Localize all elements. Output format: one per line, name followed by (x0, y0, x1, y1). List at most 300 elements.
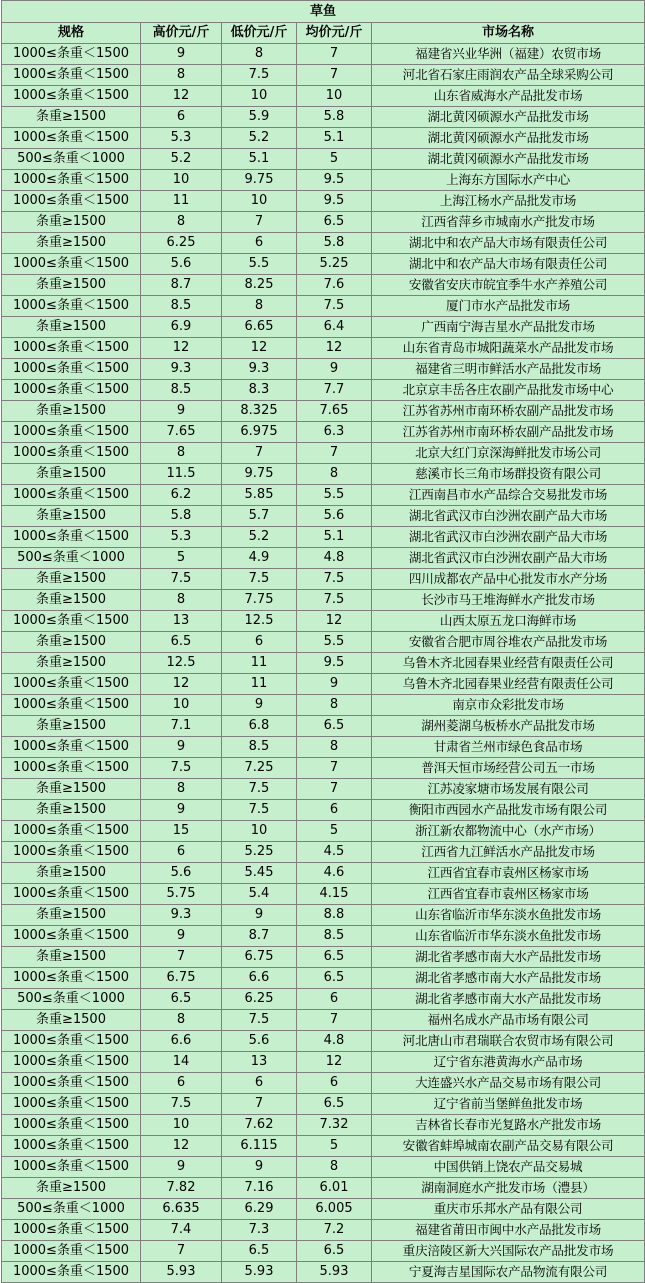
cell-high-price: 8 (141, 443, 222, 464)
cell-low-price: 6.5 (222, 1241, 297, 1262)
cell-high-price: 10 (141, 1115, 222, 1136)
cell-spec: 条重≥1500 (2, 863, 141, 884)
table-row (2, 233, 645, 254)
cell-spec: 条重≥1500 (2, 233, 141, 254)
cell-avg-price: 6 (297, 800, 372, 821)
cell-market: 北京大红门京深海鲜批发市场公司 (372, 443, 645, 464)
table-row (2, 569, 645, 590)
cell-low-price: 7 (222, 212, 297, 233)
table-row (2, 422, 645, 443)
cell-avg-price: 6.5 (297, 1241, 372, 1262)
cell-high-price: 8 (141, 212, 222, 233)
cell-spec: 1000≤条重＜1500 (2, 338, 141, 359)
cell-avg-price: 12 (297, 611, 372, 632)
cell-spec: 1000≤条重＜1500 (2, 1220, 141, 1241)
cell-high-price: 15 (141, 821, 222, 842)
cell-market: 山西太原五龙口海鲜市场 (372, 611, 645, 632)
cell-high-price: 6.2 (141, 485, 222, 506)
cell-market: 上海江杨水产品批发市场 (372, 191, 645, 212)
cell-low-price: 10 (222, 86, 297, 107)
table-row (2, 1178, 645, 1199)
cell-market: 湖北省武汉市白沙洲农副产品大市场 (372, 506, 645, 527)
table-row (2, 695, 645, 716)
table-row (2, 65, 645, 86)
cell-market: 河北唐山市君瑞联合农贸市场有限公司 (372, 1031, 645, 1052)
cell-market: 江西省宜春市袁州区杨家市场 (372, 884, 645, 905)
table-row (2, 674, 645, 695)
cell-low-price: 7 (222, 443, 297, 464)
table-row (2, 107, 645, 128)
cell-low-price: 9.75 (222, 464, 297, 485)
cell-avg-price: 8 (297, 464, 372, 485)
cell-high-price: 6.25 (141, 233, 222, 254)
cell-low-price: 11 (222, 653, 297, 674)
cell-avg-price: 7 (297, 443, 372, 464)
table-row (2, 1031, 645, 1052)
cell-market: 山东省青岛市城阳蔬菜水产品批发市场 (372, 338, 645, 359)
cell-low-price: 5.2 (222, 527, 297, 548)
cell-high-price: 8 (141, 1010, 222, 1031)
cell-low-price: 10 (222, 821, 297, 842)
cell-spec: 1000≤条重＜1500 (2, 128, 141, 149)
cell-avg-price: 7.32 (297, 1115, 372, 1136)
cell-avg-price: 6.4 (297, 317, 372, 338)
cell-avg-price: 7.5 (297, 569, 372, 590)
cell-avg-price: 8.5 (297, 926, 372, 947)
cell-high-price: 6.5 (141, 989, 222, 1010)
cell-spec: 1000≤条重＜1500 (2, 821, 141, 842)
cell-avg-price: 5 (297, 1136, 372, 1157)
cell-low-price: 5.1 (222, 149, 297, 170)
cell-low-price: 7.75 (222, 590, 297, 611)
cell-high-price: 7.5 (141, 758, 222, 779)
table-row (2, 926, 645, 947)
cell-market: 北京京丰岳各庄农副产品批发市场中心 (372, 380, 645, 401)
cell-low-price: 5.45 (222, 863, 297, 884)
cell-high-price: 13 (141, 611, 222, 632)
cell-avg-price: 4.6 (297, 863, 372, 884)
cell-spec: 1000≤条重＜1500 (2, 485, 141, 506)
table-row (2, 401, 645, 422)
cell-market: 江苏省苏州市南环桥农副产品批发市场 (372, 422, 645, 443)
cell-market: 江西省九江鲜活水产品批发市场 (372, 842, 645, 863)
table-row (2, 863, 645, 884)
cell-spec: 1000≤条重＜1500 (2, 842, 141, 863)
cell-avg-price: 5.8 (297, 233, 372, 254)
cell-low-price: 7.62 (222, 1115, 297, 1136)
cell-avg-price: 6.01 (297, 1178, 372, 1199)
cell-low-price: 7.3 (222, 1220, 297, 1241)
cell-low-price: 6.6 (222, 968, 297, 989)
cell-low-price: 6.115 (222, 1136, 297, 1157)
table-row (2, 611, 645, 632)
cell-high-price: 5.6 (141, 254, 222, 275)
cell-high-price: 9 (141, 800, 222, 821)
cell-market: 河北省石家庄雨润农产品全球采购公司 (372, 65, 645, 86)
cell-market: 安徽省安庆市皖宜季牛水产养殖公司 (372, 275, 645, 296)
cell-spec: 条重≥1500 (2, 107, 141, 128)
cell-avg-price: 5.93 (297, 1262, 372, 1283)
cell-spec: 条重≥1500 (2, 716, 141, 737)
cell-market: 湖北省孝感市南大水产品批发市场 (372, 989, 645, 1010)
table-row (2, 632, 645, 653)
cell-high-price: 6.5 (141, 632, 222, 653)
table-row (2, 1220, 645, 1241)
cell-avg-price: 7 (297, 779, 372, 800)
cell-high-price: 5.6 (141, 863, 222, 884)
cell-spec: 500≤条重＜1000 (2, 1199, 141, 1220)
cell-market: 衡阳市西园水产品批发市场有限公司 (372, 800, 645, 821)
table-row (2, 527, 645, 548)
cell-market: 江西南昌市水产品综合交易批发市场 (372, 485, 645, 506)
table-row (2, 947, 645, 968)
cell-market: 四川成都农产品中心批发市水产分场 (372, 569, 645, 590)
cell-spec: 1000≤条重＜1500 (2, 1031, 141, 1052)
table-row (2, 128, 645, 149)
cell-avg-price: 6.3 (297, 422, 372, 443)
cell-high-price: 12 (141, 338, 222, 359)
cell-market: 辽宁省东港黄海水产品市场 (372, 1052, 645, 1073)
cell-spec: 1000≤条重＜1500 (2, 527, 141, 548)
cell-market: 南京市众彩批发市场 (372, 695, 645, 716)
cell-high-price: 7 (141, 1241, 222, 1262)
cell-low-price: 9 (222, 1157, 297, 1178)
cell-low-price: 7.25 (222, 758, 297, 779)
cell-low-price: 10 (222, 191, 297, 212)
cell-high-price: 7 (141, 947, 222, 968)
cell-avg-price: 8 (297, 737, 372, 758)
cell-high-price: 5.3 (141, 527, 222, 548)
table-row (2, 548, 645, 569)
header-avg-price: 均价元/斤 (297, 23, 372, 44)
table-row (2, 506, 645, 527)
cell-market: 长沙市马王堆海鲜水产批发市场 (372, 590, 645, 611)
cell-low-price: 6.8 (222, 716, 297, 737)
cell-market: 慈溪市长三角市场群投资有限公司 (372, 464, 645, 485)
cell-market: 浙江新农都物流中心（水产市场） (372, 821, 645, 842)
table-row (2, 44, 645, 65)
cell-spec: 1000≤条重＜1500 (2, 968, 141, 989)
cell-high-price: 6 (141, 107, 222, 128)
cell-low-price: 9 (222, 695, 297, 716)
cell-spec: 500≤条重＜1000 (2, 989, 141, 1010)
cell-high-price: 5.2 (141, 149, 222, 170)
cell-avg-price: 7.5 (297, 590, 372, 611)
cell-avg-price: 8.8 (297, 905, 372, 926)
cell-high-price: 6.6 (141, 1031, 222, 1052)
table-row (2, 989, 645, 1010)
cell-market: 厦门市水产品批发市场 (372, 296, 645, 317)
cell-low-price: 4.9 (222, 548, 297, 569)
header-market: 市场名称 (372, 23, 645, 44)
cell-low-price: 5.9 (222, 107, 297, 128)
cell-market: 广西南宁海吉星水产品批发市场 (372, 317, 645, 338)
cell-spec: 1000≤条重＜1500 (2, 758, 141, 779)
table-row (2, 464, 645, 485)
cell-spec: 1000≤条重＜1500 (2, 926, 141, 947)
cell-avg-price: 5 (297, 821, 372, 842)
cell-high-price: 8.5 (141, 296, 222, 317)
cell-low-price: 5.93 (222, 1262, 297, 1283)
table-row (2, 653, 645, 674)
cell-avg-price: 9 (297, 674, 372, 695)
cell-spec: 条重≥1500 (2, 779, 141, 800)
cell-avg-price: 5.5 (297, 632, 372, 653)
table-row (2, 1199, 645, 1220)
cell-market: 福建省莆田市闽中水产品批发市场 (372, 1220, 645, 1241)
cell-avg-price: 5 (297, 149, 372, 170)
cell-low-price: 5.4 (222, 884, 297, 905)
cell-avg-price: 6 (297, 1073, 372, 1094)
cell-spec: 1000≤条重＜1500 (2, 1115, 141, 1136)
cell-avg-price: 4.8 (297, 548, 372, 569)
table-row (2, 191, 645, 212)
cell-low-price: 7.5 (222, 1010, 297, 1031)
table-row (2, 758, 645, 779)
cell-high-price: 14 (141, 1052, 222, 1073)
cell-market: 湖北省武汉市白沙洲农副产品大市场 (372, 548, 645, 569)
cell-market: 山东省临沂市华东淡水鱼批发市场 (372, 926, 645, 947)
cell-market: 吉林省长春市光复路水产批发市场 (372, 1115, 645, 1136)
cell-spec: 1000≤条重＜1500 (2, 695, 141, 716)
table-row (2, 884, 645, 905)
cell-high-price: 6 (141, 842, 222, 863)
table-row (2, 716, 645, 737)
cell-high-price: 9 (141, 1157, 222, 1178)
cell-avg-price: 6 (297, 989, 372, 1010)
cell-spec: 1000≤条重＜1500 (2, 1262, 141, 1283)
cell-low-price: 7 (222, 1094, 297, 1115)
table-row (2, 737, 645, 758)
cell-avg-price: 7.7 (297, 380, 372, 401)
cell-spec: 1000≤条重＜1500 (2, 191, 141, 212)
cell-high-price: 12 (141, 674, 222, 695)
cell-high-price: 5.8 (141, 506, 222, 527)
cell-avg-price: 7.2 (297, 1220, 372, 1241)
cell-low-price: 7.5 (222, 569, 297, 590)
table-body (2, 44, 645, 1283)
cell-spec: 1000≤条重＜1500 (2, 254, 141, 275)
table-row (2, 779, 645, 800)
cell-spec: 1000≤条重＜1500 (2, 884, 141, 905)
cell-spec: 1000≤条重＜1500 (2, 296, 141, 317)
cell-avg-price: 5.8 (297, 107, 372, 128)
cell-spec: 条重≥1500 (2, 800, 141, 821)
cell-market: 湖北省武汉市白沙洲农副产品大市场 (372, 527, 645, 548)
cell-low-price: 5.6 (222, 1031, 297, 1052)
table-row (2, 149, 645, 170)
table-row (2, 296, 645, 317)
cell-low-price: 7.16 (222, 1178, 297, 1199)
cell-high-price: 7.82 (141, 1178, 222, 1199)
cell-high-price: 12.5 (141, 653, 222, 674)
header-low-price: 低价元/斤 (222, 23, 297, 44)
table-row (2, 275, 645, 296)
cell-low-price: 8 (222, 44, 297, 65)
table-row (2, 170, 645, 191)
cell-market: 江苏凌家塘市场发展有限公司 (372, 779, 645, 800)
cell-market: 上海东方国际水产中心 (372, 170, 645, 191)
cell-avg-price: 7 (297, 44, 372, 65)
table-row (2, 800, 645, 821)
table-row (2, 338, 645, 359)
cell-high-price: 5 (141, 548, 222, 569)
cell-avg-price: 5.1 (297, 128, 372, 149)
cell-spec: 条重≥1500 (2, 401, 141, 422)
table-row (2, 1136, 645, 1157)
cell-market: 乌鲁木齐北园春果业经营有限责任公司 (372, 674, 645, 695)
cell-avg-price: 10 (297, 86, 372, 107)
cell-market: 福建省兴业华洲（福建）农贸市场 (372, 44, 645, 65)
cell-low-price: 8 (222, 296, 297, 317)
cell-market: 福建省三明市鲜活水产品批发市场 (372, 359, 645, 380)
cell-spec: 1000≤条重＜1500 (2, 65, 141, 86)
cell-low-price: 13 (222, 1052, 297, 1073)
cell-high-price: 7.1 (141, 716, 222, 737)
table-row (2, 1262, 645, 1283)
cell-avg-price: 5.5 (297, 485, 372, 506)
cell-high-price: 9 (141, 926, 222, 947)
cell-high-price: 6.9 (141, 317, 222, 338)
cell-high-price: 6 (141, 1073, 222, 1094)
cell-high-price: 7.65 (141, 422, 222, 443)
cell-spec: 1000≤条重＜1500 (2, 1136, 141, 1157)
table-row (2, 821, 645, 842)
table-row (2, 1241, 645, 1262)
cell-market: 山东省威海水产品批发市场 (372, 86, 645, 107)
table-row (2, 1073, 645, 1094)
cell-avg-price: 5.6 (297, 506, 372, 527)
table-row (2, 485, 645, 506)
cell-high-price: 12 (141, 86, 222, 107)
cell-avg-price: 9.5 (297, 170, 372, 191)
table-row (2, 212, 645, 233)
cell-market: 湖北中和农产品大市场有限责任公司 (372, 233, 645, 254)
cell-avg-price: 5.1 (297, 527, 372, 548)
cell-high-price: 8.5 (141, 380, 222, 401)
cell-market: 普洱天恒市场经营公司五一市场 (372, 758, 645, 779)
cell-avg-price: 4.15 (297, 884, 372, 905)
price-table (1, 0, 645, 1283)
cell-low-price: 5.25 (222, 842, 297, 863)
cell-market: 湖北中和农产品大市场有限责任公司 (372, 254, 645, 275)
cell-low-price: 11 (222, 674, 297, 695)
cell-spec: 1000≤条重＜1500 (2, 1052, 141, 1073)
header-spec: 规格 (2, 23, 141, 44)
cell-market: 湖北省孝感市南大水产品批发市场 (372, 968, 645, 989)
cell-high-price: 9 (141, 737, 222, 758)
cell-high-price: 5.75 (141, 884, 222, 905)
cell-high-price: 9 (141, 401, 222, 422)
cell-high-price: 6.635 (141, 1199, 222, 1220)
title-row (2, 1, 645, 23)
cell-market: 湖州菱湖乌板桥水产品批发市场 (372, 716, 645, 737)
cell-high-price: 6.75 (141, 968, 222, 989)
cell-avg-price: 8 (297, 695, 372, 716)
cell-spec: 条重≥1500 (2, 464, 141, 485)
cell-avg-price: 7 (297, 65, 372, 86)
cell-spec: 500≤条重＜1000 (2, 548, 141, 569)
cell-low-price: 9.3 (222, 359, 297, 380)
table-row (2, 86, 645, 107)
cell-avg-price: 6.5 (297, 968, 372, 989)
cell-spec: 1000≤条重＜1500 (2, 380, 141, 401)
cell-avg-price: 4.5 (297, 842, 372, 863)
cell-low-price: 6.975 (222, 422, 297, 443)
cell-avg-price: 7.5 (297, 296, 372, 317)
cell-market: 江苏省苏州市南环桥农副产品批发市场 (372, 401, 645, 422)
header-high-price: 高价元/斤 (141, 23, 222, 44)
cell-low-price: 6 (222, 632, 297, 653)
cell-spec: 1000≤条重＜1500 (2, 611, 141, 632)
cell-avg-price: 4.8 (297, 1031, 372, 1052)
cell-high-price: 11.5 (141, 464, 222, 485)
cell-low-price: 6.25 (222, 989, 297, 1010)
cell-avg-price: 7.65 (297, 401, 372, 422)
cell-low-price: 5.7 (222, 506, 297, 527)
cell-low-price: 8.325 (222, 401, 297, 422)
cell-market: 湖北黄冈硕源水产品批发市场 (372, 149, 645, 170)
cell-avg-price: 6.5 (297, 716, 372, 737)
cell-spec: 条重≥1500 (2, 317, 141, 338)
table-row (2, 1157, 645, 1178)
table-row (2, 1094, 645, 1115)
cell-market: 重庆市乐邦水产品有限公司 (372, 1199, 645, 1220)
cell-low-price: 7.5 (222, 779, 297, 800)
cell-high-price: 5.3 (141, 128, 222, 149)
cell-market: 安徽省蚌埠城南农副产品交易有限公司 (372, 1136, 645, 1157)
cell-high-price: 9 (141, 44, 222, 65)
cell-spec: 条重≥1500 (2, 590, 141, 611)
table-row (2, 1010, 645, 1031)
cell-spec: 条重≥1500 (2, 275, 141, 296)
table-row (2, 380, 645, 401)
cell-spec: 1000≤条重＜1500 (2, 674, 141, 695)
cell-avg-price: 9.5 (297, 653, 372, 674)
cell-high-price: 7.4 (141, 1220, 222, 1241)
cell-low-price: 12 (222, 338, 297, 359)
cell-market: 湖南洞庭水产批发市场（澧县） (372, 1178, 645, 1199)
table-row (2, 905, 645, 926)
cell-spec: 1000≤条重＜1500 (2, 44, 141, 65)
cell-avg-price: 6.5 (297, 1094, 372, 1115)
cell-spec: 1000≤条重＜1500 (2, 1073, 141, 1094)
table-row (2, 443, 645, 464)
cell-low-price: 8.7 (222, 926, 297, 947)
table-title: 草鱼 (2, 1, 645, 23)
cell-avg-price: 7 (297, 1010, 372, 1031)
cell-spec: 1000≤条重＜1500 (2, 443, 141, 464)
cell-high-price: 9.3 (141, 359, 222, 380)
cell-market: 福州名成水产品市场有限公司 (372, 1010, 645, 1031)
table-row (2, 590, 645, 611)
cell-high-price: 7.5 (141, 569, 222, 590)
table-row (2, 968, 645, 989)
cell-spec: 条重≥1500 (2, 1178, 141, 1199)
cell-high-price: 7.5 (141, 1094, 222, 1115)
cell-market: 安徽省合肥市周谷堆农产品批发市场 (372, 632, 645, 653)
cell-low-price: 6 (222, 1073, 297, 1094)
cell-high-price: 8 (141, 590, 222, 611)
cell-low-price: 9 (222, 905, 297, 926)
cell-spec: 条重≥1500 (2, 632, 141, 653)
cell-spec: 1000≤条重＜1500 (2, 737, 141, 758)
cell-spec: 条重≥1500 (2, 947, 141, 968)
cell-market: 江西省宜春市袁州区杨家市场 (372, 863, 645, 884)
cell-market: 宁夏海吉星国际农产品物流有限公司 (372, 1262, 645, 1283)
cell-spec: 1000≤条重＜1500 (2, 170, 141, 191)
cell-avg-price: 6.005 (297, 1199, 372, 1220)
